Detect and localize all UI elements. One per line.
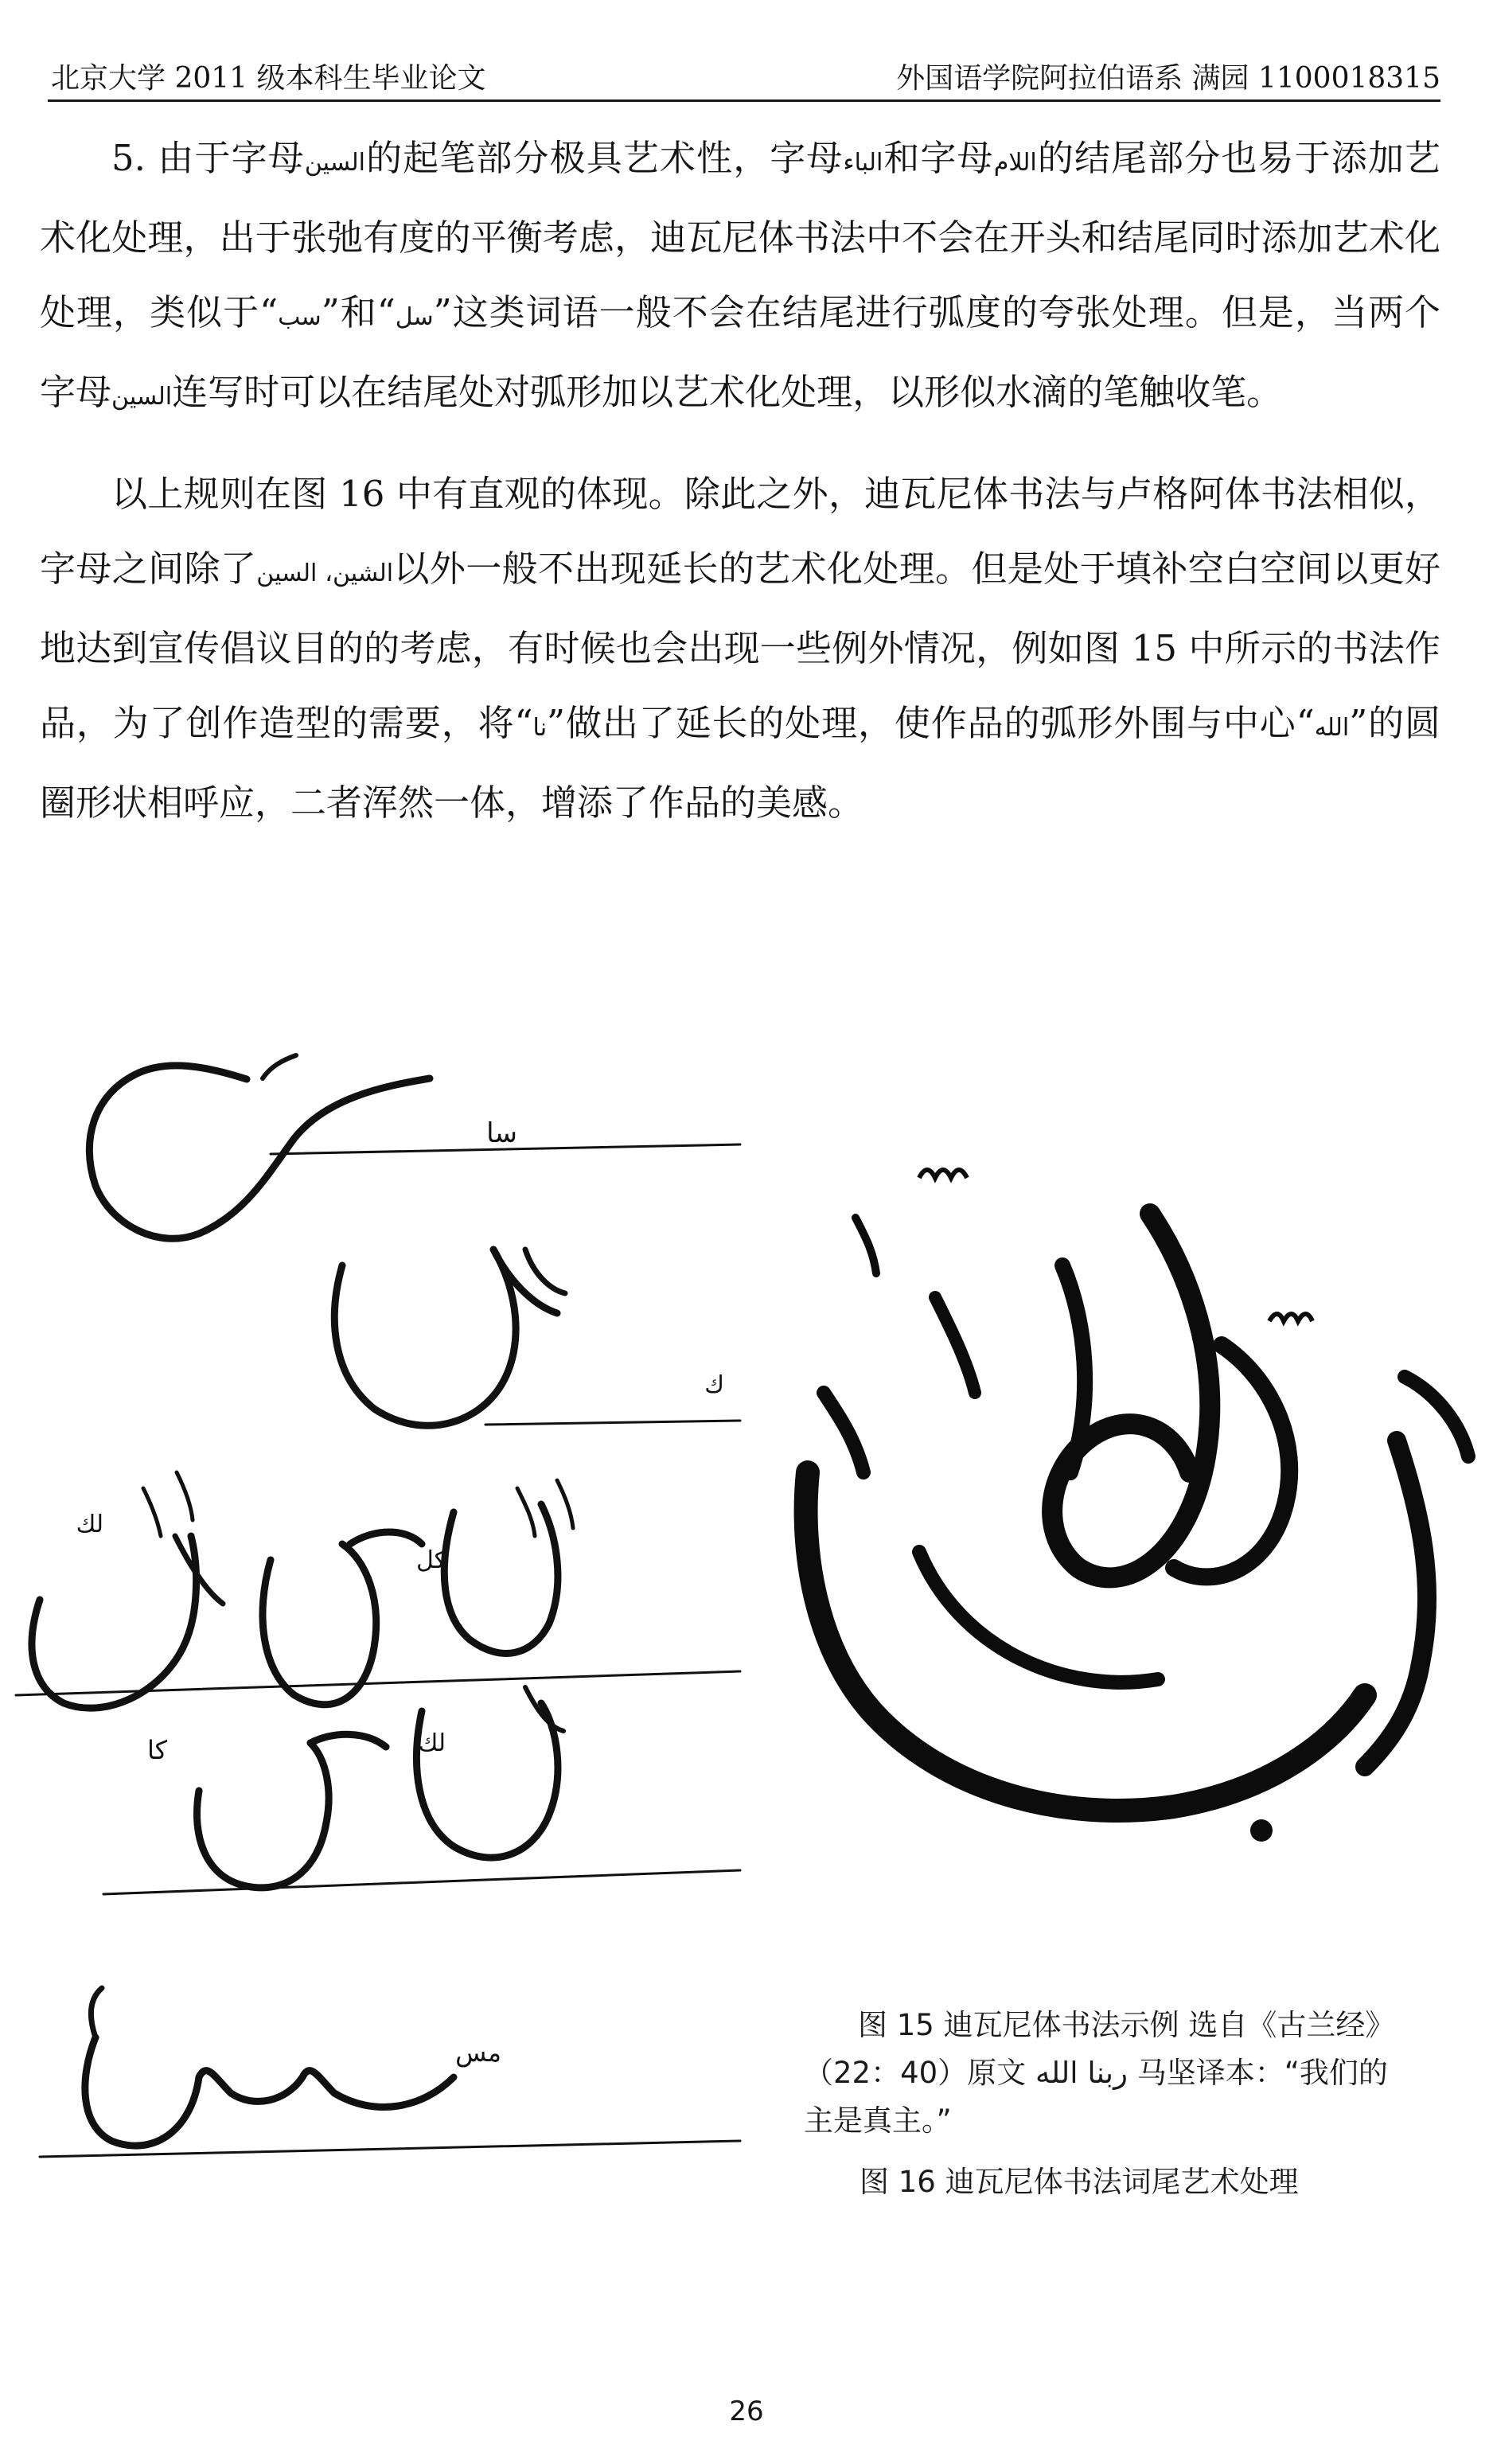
- header-thesis-title: 北京大学 2011 级本科生毕业论文: [51, 62, 486, 95]
- arabic-term: سل: [395, 303, 434, 331]
- arabic-term: الباء: [843, 149, 883, 177]
- text-run: ”做出了延长的处理，使作品的弧形外围与中心“: [547, 702, 1315, 744]
- page-header: [48, 49, 1440, 102]
- figure-16-drawing: [8, 1011, 756, 2252]
- arabic-term: السين: [111, 383, 173, 411]
- text-run: 连写时可以在结尾处对弧形加以艺术化处理，以形似水滴的笔触收笔。: [172, 371, 1283, 413]
- sample-label: مس: [455, 2037, 501, 2068]
- text-run: 和字母: [883, 137, 994, 179]
- sample-label: كل: [415, 1546, 446, 1574]
- arabic-term: نا: [532, 714, 548, 742]
- figure-16-stroke-samples: [8, 1011, 756, 2252]
- caption-text: （22：40）原文: [804, 2056, 1035, 2090]
- text-run: 5. 由于字母: [111, 137, 305, 179]
- figure-15-caption: [804, 2002, 1464, 2145]
- figure-16-caption: 图 16 迪瓦尼体书法词尾艺术处理: [860, 2165, 1299, 2199]
- figure-15-caption-line-3: 主是真主。”: [804, 2103, 952, 2138]
- text-run: 的结尾部分也易于添加艺术化处理，出于张弛有度的平衡考虑，迪瓦尼体书法中不会在开头和结尾同时添加艺术化处理，类似于“: [40, 137, 1440, 333]
- sample-label: كا: [147, 1735, 167, 1765]
- figure-15-calligraphy: [776, 1138, 1476, 1990]
- text-run: 的起笔部分极具艺术性，字母: [364, 137, 844, 179]
- header-rule: [48, 99, 1440, 102]
- text-run: ”这类词语一般不会在结尾进行弧度的夸张处理。但是，当两个字母: [40, 291, 1440, 413]
- text-run: ”的圆圈形状相呼应，二者浑然一体，增添了作品的美感。: [40, 702, 1440, 824]
- caption-text: 马坚译本：“我们的: [1127, 2056, 1388, 2090]
- arabic-term: السين: [304, 149, 365, 177]
- page-number: 26: [729, 2396, 764, 2427]
- arabic-term: الله: [1314, 714, 1350, 742]
- caption-arabic: ربنا الله: [1035, 2056, 1128, 2090]
- header-author-info: 外国语学院阿拉伯语系 满园 1100018315: [896, 62, 1440, 95]
- arabic-term: اللام: [993, 149, 1037, 177]
- sample-label: لك: [76, 1511, 103, 1538]
- arabic-term: سب: [278, 303, 322, 331]
- sample-label: سا: [486, 1117, 517, 1149]
- text-run: 以外一般不出现延长的艺术化处理。但是处于填补空白空间以更好地达到宣传倡议目的的考虑，有时候也会出现一些例外情况，例如图 15 中所示的书法作品，为了创作造型的需要，将“: [40, 548, 1440, 744]
- sample-label: ك: [704, 1371, 724, 1399]
- body-text: [40, 121, 1440, 840]
- figure-15-caption-line-1: 图 15 迪瓦尼体书法示例 选自《古兰经》: [858, 2008, 1395, 2042]
- paragraph-1: [40, 121, 1440, 435]
- figure-15-drawing: [776, 1138, 1476, 1990]
- sample-label: لك: [418, 1729, 446, 1757]
- paragraph-2: [40, 457, 1440, 840]
- text-run: ”和“: [321, 291, 396, 333]
- text-run: 以上规则在图 16 中有直观的体现。除此之外，迪瓦尼体书法与卢格阿体书法相似，字母之间除了: [40, 473, 1440, 590]
- arabic-term: الشين، السين: [256, 559, 394, 587]
- figure-15-caption-line-2: [804, 2049, 1464, 2097]
